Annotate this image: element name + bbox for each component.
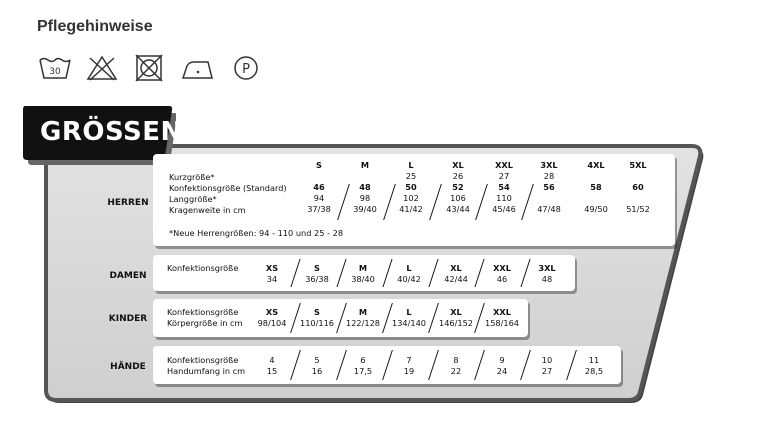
haende-head: 8	[453, 355, 459, 365]
herren-lang	[616, 193, 660, 204]
haende-col	[295, 355, 339, 377]
damen-col	[525, 263, 569, 285]
herren-row-label-kragen: Kragenweite in cm	[169, 205, 246, 215]
haende-col	[250, 355, 294, 377]
herren-kurz	[574, 171, 618, 182]
herren-col	[297, 160, 341, 215]
damen-head: L	[406, 263, 412, 273]
herren-row-label-kurz: Kurzgröße*	[169, 172, 215, 182]
kinder-head: XL	[450, 307, 462, 317]
herren-col	[574, 160, 618, 215]
row-label-damen: DAMEN	[109, 271, 147, 281]
herren-kragen: 41/42	[399, 204, 423, 214]
haende-val: 27	[541, 366, 553, 376]
herren-std: 58	[590, 182, 602, 192]
damen-head: S	[314, 263, 320, 273]
haende-head: 6	[360, 355, 366, 365]
herren-lang: 98	[359, 193, 371, 203]
haende-val: 16	[311, 366, 323, 376]
kinder-col	[250, 307, 294, 329]
herren-head: S	[316, 160, 322, 170]
haende-size-card	[153, 346, 621, 384]
haende-head: 5	[314, 355, 320, 365]
herren-kurz	[297, 171, 341, 182]
haende-head: 11	[588, 355, 600, 365]
haende-col	[387, 355, 431, 377]
damen-col	[387, 263, 431, 285]
herren-kragen: 49/50	[584, 204, 608, 214]
herren-kragen: 37/38	[307, 204, 331, 214]
herren-row-label-lang: Langgröße*	[169, 194, 217, 204]
herren-lang: 110	[496, 193, 512, 203]
kinder-head: XXL	[493, 307, 511, 317]
damen-val: 38/40	[351, 274, 375, 284]
damen-head: XXL	[493, 263, 511, 273]
herren-row-label-standard: Konfektionsgröße (Standard)	[169, 183, 287, 193]
haende-col	[572, 355, 616, 377]
herren-kurz	[616, 171, 660, 182]
herren-kragen: 51/52	[626, 204, 650, 214]
herren-lang	[574, 193, 618, 204]
kinder-head: M	[358, 307, 368, 317]
herren-kurz: 25	[405, 171, 417, 181]
herren-std: 48	[359, 182, 371, 192]
herren-col	[482, 160, 526, 215]
kinder-val: 98/104	[257, 318, 287, 328]
haende-head: 7	[406, 355, 412, 365]
damen-val: 46	[496, 274, 508, 284]
herren-lang	[527, 193, 571, 204]
kinder-col	[480, 307, 524, 329]
herren-lang: 102	[403, 193, 419, 203]
haende-col	[341, 355, 385, 377]
damen-val: 42/44	[444, 274, 468, 284]
herren-kurz: 28	[543, 171, 555, 181]
kinder-col	[295, 307, 339, 329]
haende-col	[434, 355, 478, 377]
damen-head: 3XL	[538, 263, 556, 273]
herren-size-card	[153, 154, 675, 246]
kinder-col	[341, 307, 385, 329]
herren-col	[436, 160, 480, 215]
kinder-val: 134/140	[391, 318, 426, 328]
herren-head: 4XL	[587, 160, 605, 170]
row-label-haende: HÄNDE	[110, 362, 146, 372]
herren-kurz: 26	[452, 171, 464, 181]
herren-col	[389, 160, 433, 215]
herren-kragen: 47/48	[537, 204, 561, 214]
haende-val: 24	[496, 366, 508, 376]
herren-std: 56	[543, 182, 555, 192]
haende-col	[525, 355, 569, 377]
herren-note: *Neue Herrengrößen: 94 - 110 und 25 - 28	[169, 228, 344, 238]
herren-head: 3XL	[540, 160, 558, 170]
damen-size-card	[153, 255, 575, 291]
haende-head: 10	[541, 355, 553, 365]
herren-head: XL	[452, 160, 464, 170]
herren-col	[616, 160, 660, 215]
sizes-title: GRÖSSEN	[40, 117, 183, 147]
haende-col	[480, 355, 524, 377]
kinder-col	[387, 307, 431, 329]
haende-val: 17,5	[353, 366, 373, 376]
herren-std: 52	[452, 182, 464, 192]
kinder-col	[434, 307, 478, 329]
herren-std: 50	[405, 182, 417, 192]
haende-val: 22	[450, 366, 462, 376]
kinder-row-label-koerper: Körpergröße in cm	[167, 318, 243, 328]
haende-val: 28,5	[584, 366, 604, 376]
herren-kragen: 43/44	[446, 204, 470, 214]
haende-val: 19	[403, 366, 415, 376]
herren-std: 60	[632, 182, 644, 192]
care-title: Pflegehinweise	[37, 18, 153, 35]
herren-std: 54	[498, 182, 510, 192]
kinder-head: S	[314, 307, 320, 317]
svg-text:30: 30	[49, 67, 61, 77]
damen-val: 40/42	[397, 274, 421, 284]
herren-head: 5XL	[629, 160, 647, 170]
damen-col	[295, 263, 339, 285]
herren-col	[343, 160, 387, 215]
kinder-head: XS	[265, 307, 279, 317]
damen-col	[250, 263, 294, 285]
haende-head: 9	[499, 355, 505, 365]
damen-head: XL	[450, 263, 462, 273]
kinder-val: 110/116	[299, 318, 334, 328]
herren-kurz: 27	[498, 171, 510, 181]
damen-val: 36/38	[305, 274, 329, 284]
haende-head: 4	[269, 355, 275, 365]
damen-col	[434, 263, 478, 285]
damen-head: XS	[265, 263, 279, 273]
herren-lang: 94	[313, 193, 325, 203]
damen-val: 34	[266, 274, 278, 284]
herren-kragen: 45/46	[492, 204, 516, 214]
herren-kurz	[343, 171, 387, 182]
kinder-size-card	[153, 299, 528, 337]
svg-text:P: P	[242, 62, 250, 77]
haende-row-label-konfektion: Konfektionsgröße	[167, 355, 239, 365]
herren-col	[527, 160, 571, 215]
kinder-val: 146/152	[438, 318, 473, 328]
herren-head: L	[408, 160, 414, 170]
damen-col	[341, 263, 385, 285]
kinder-row-label-konfektion: Konfektionsgröße	[167, 307, 239, 317]
herren-lang: 106	[450, 193, 466, 203]
herren-head: XXL	[495, 160, 513, 170]
herren-head: M	[360, 160, 370, 170]
row-label-kinder: KINDER	[108, 314, 148, 324]
kinder-val: 122/128	[345, 318, 380, 328]
kinder-val: 158/164	[484, 318, 519, 328]
damen-val: 48	[541, 274, 553, 284]
haende-row-label-handumfang: Handumfang in cm	[167, 366, 246, 376]
herren-std: 46	[313, 182, 325, 192]
damen-head: M	[358, 263, 368, 273]
kinder-head: L	[406, 307, 412, 317]
herren-kragen: 39/40	[353, 204, 377, 214]
damen-row-label: Konfektionsgröße	[167, 263, 239, 273]
haende-val: 15	[266, 366, 278, 376]
row-label-herren: HERREN	[107, 198, 149, 208]
damen-col	[480, 263, 524, 285]
